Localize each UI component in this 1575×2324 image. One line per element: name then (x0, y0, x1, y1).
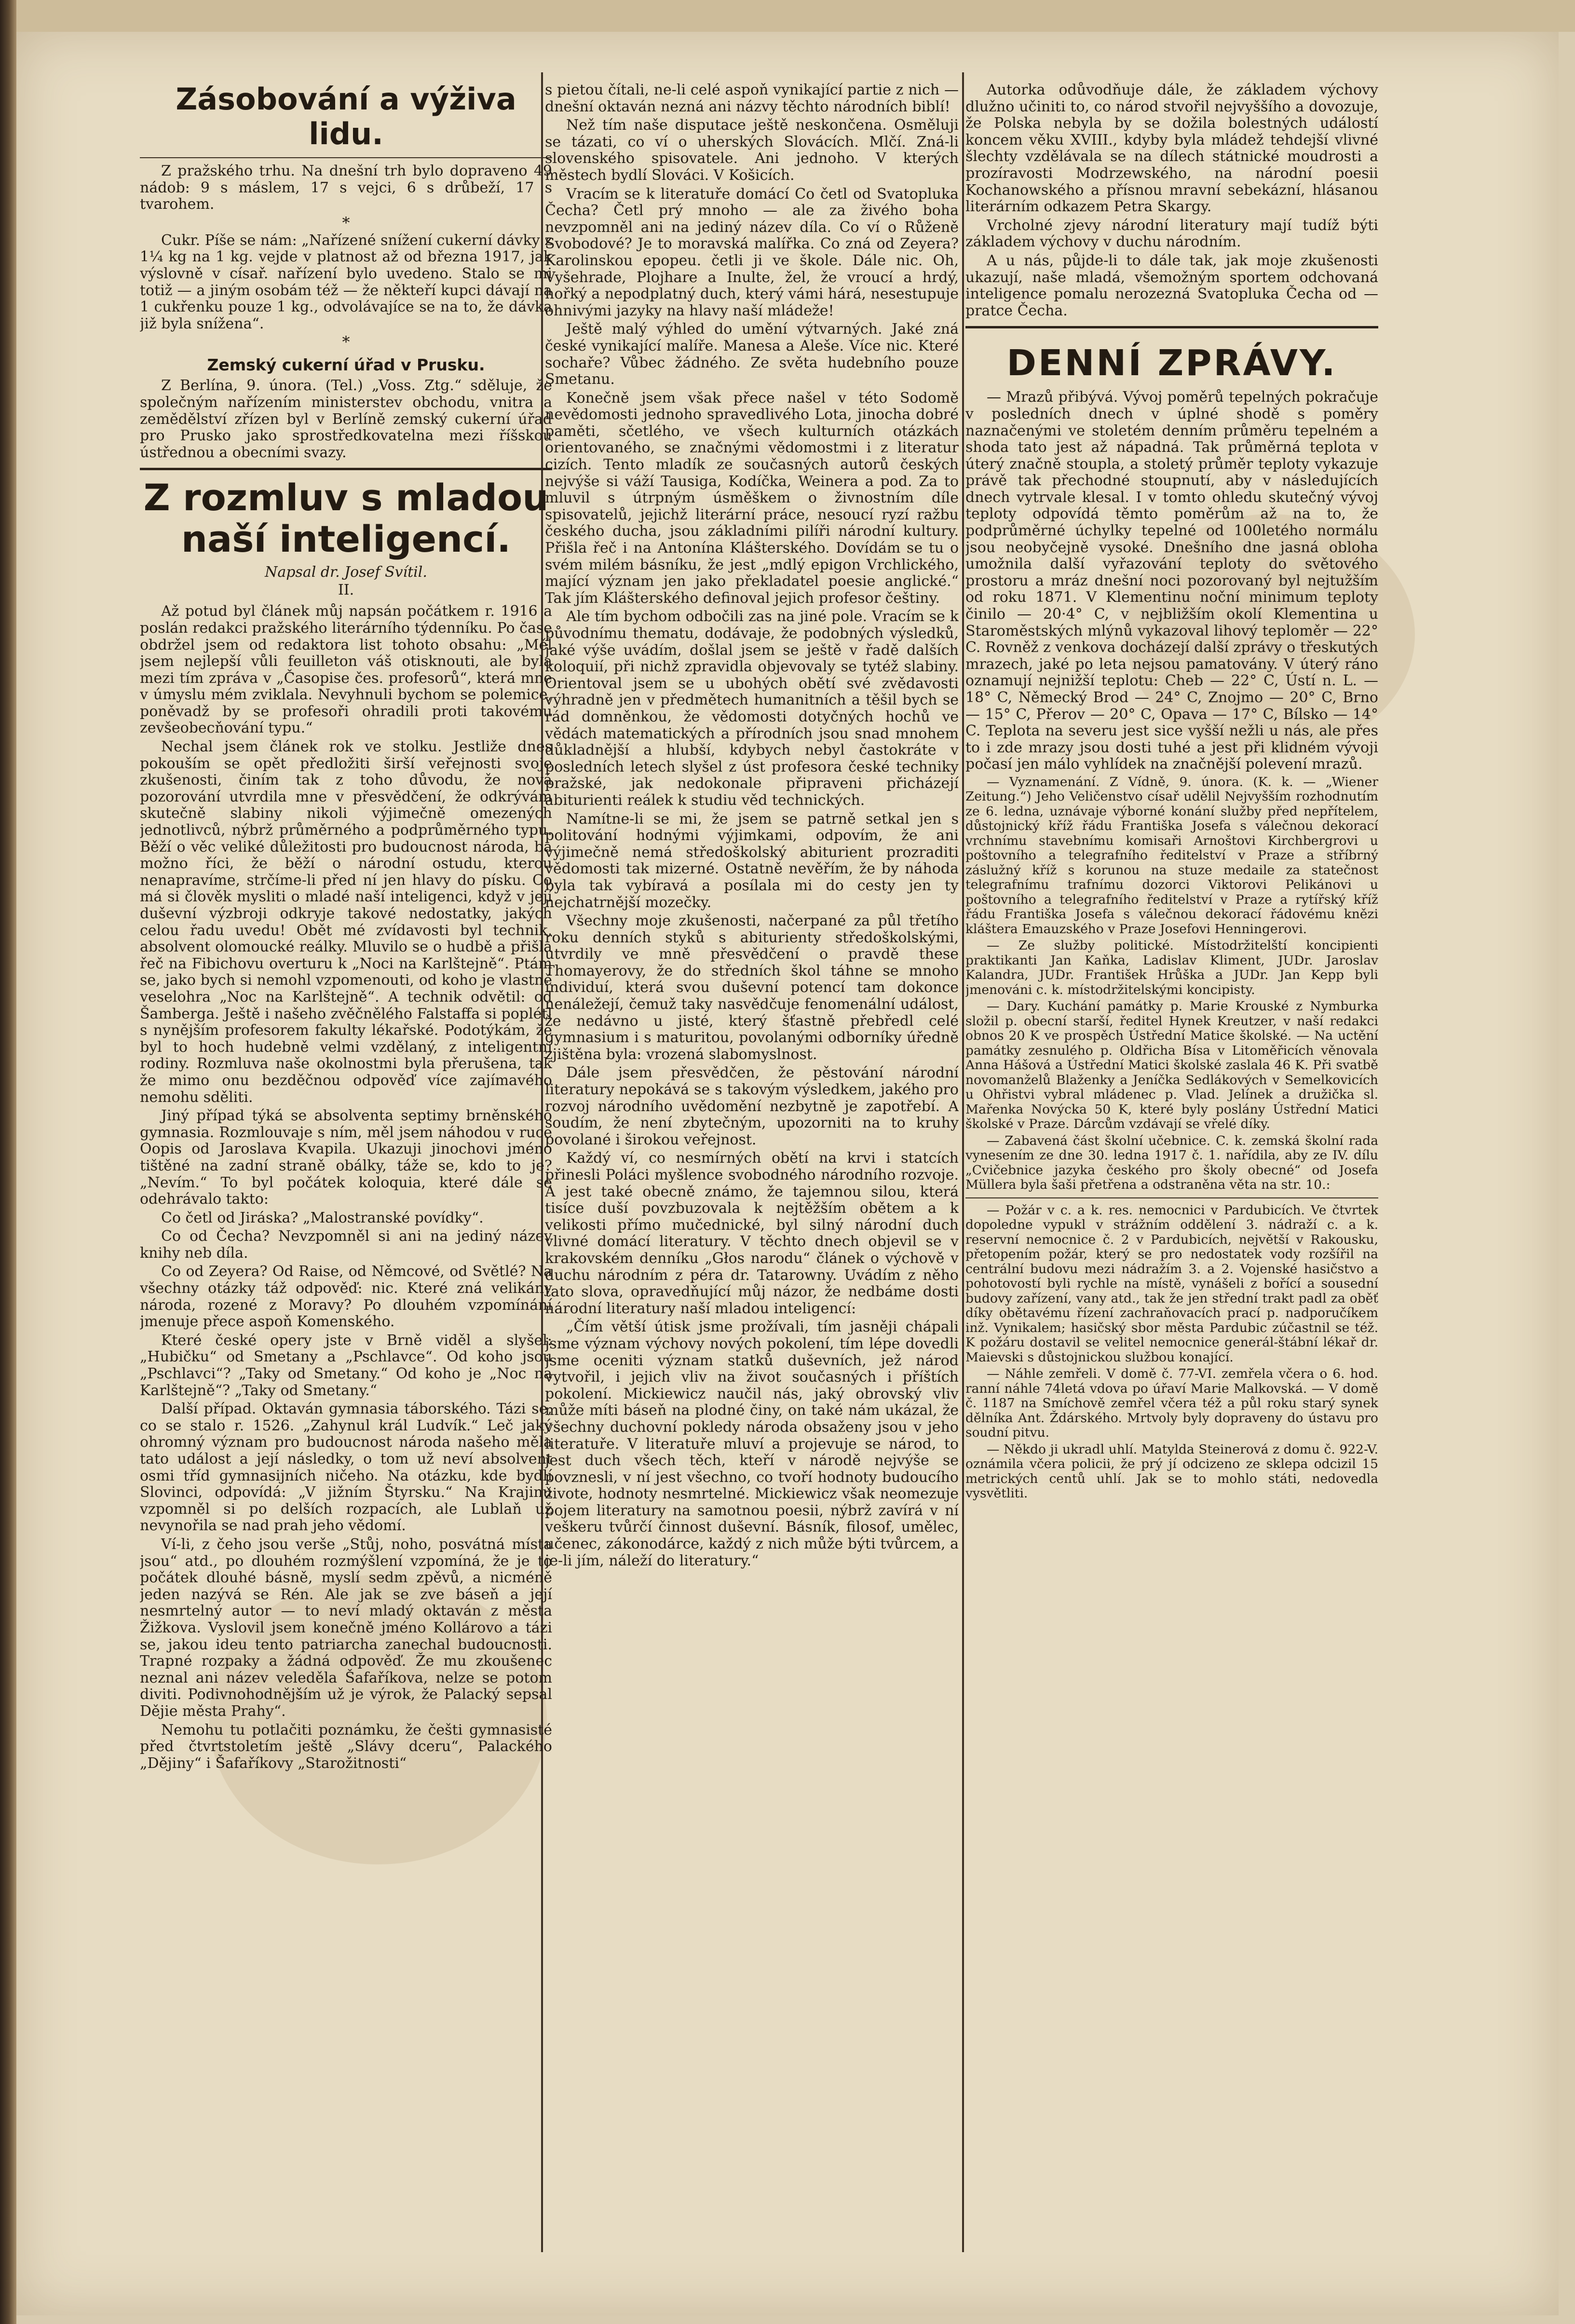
article-part-number: II. (338, 582, 354, 599)
divider (140, 157, 552, 158)
subheading-sugar-office: Zemský cukerní úřad v Prusku. (207, 355, 485, 375)
column-1 (140, 82, 552, 2233)
section-heading-supply: Zásobování a výživa lidu. (176, 82, 516, 151)
news-item-fire: — Požár v c. a k. res. nemocnici v Pardubicích. Ve čtvrtek dopoledne vypukl v strážním oddělení 3. nádraží c. a k. reservní nemocnice č. 2 v Pardubicích, největší v Rakousku, přetopením požár, který se pro nedostatek vody rozšířil na centrální budovu mezi nádražím 3. a 2. Vojenské hasičstvo a pohotovostí byli rychle na místě, vynášeli z bořící a sousední budovy zařízení, vany atd., tak že jen střední trakt padl za oběť díky obětavému řízení zachraňovacích prací p. nadporučíkem inž. Vynikalem; hasičský sbor města Pardubic zúčastnil se též. K požáru dostavil se velitel nemocnice generál-štábní lékař dr. Maievski s důstojnickou službou konající. (965, 1202, 1378, 1365)
article-paragraph: Ví-li, z čeho jsou verše „Stůj, noho, posvátná místa jsou“ atd., po dlouhém rozmýšlení vzpomíná, že je to počátek dlouhé básně, myslí sedm zpěvů, a nicméně jeden nazývá se Rén. Ale jak se zve báseň a její nesmrtelný autor — to neví mladý oktaván z města Žižkova. Vyslovil jsem konečně jméno Kollárovo a tázi se, jakou ideu tento patriarcha zanechal budoucnosti. Trapné rozpaky a žádná odpověď. Že mu zkoušenec neznal ani název veleděla Šafaříkova, nelze se potom diviti. Podivnohodnějším už je výrok, že Palacký sepsal Dějie města Prahy“. (140, 1536, 552, 1720)
section-heading-daily-news: DENNÍ ZPRÁVY. (1006, 342, 1337, 384)
article-paragraph: Další případ. Oktaván gymnasia táborského. Tázi se, co se stalo r. 1526. „Zahynul král Ludvík.“ Leč jaký ohromný význam pro budoucnost národa našeho měla tato událost a její následky, o tom už neví absolvent osmi tříd gymnasijních ničeho. Na otázku, kde bydlí Slovinci, odpovídá: „V jižním Štyrsku.“ Na Krajinu vzpomněl si po delších rozpacích, ale Lublaň už nevynořila se nad prah jeho vědomí. (140, 1400, 552, 1535)
star-separator: * (342, 213, 350, 232)
news-item-frost: — Mrazů přibývá. Vývoj poměrů tepelných pokračuje v posledních dnech v úplné shodě s poměry naznačenými ve stoletém denním průměru tepelném a shoda tato jest až nápadná. Tak průměrná teplota v úterý značně stoupla, a stoletý průměr teploty vykazuje právě tak přechodné stoupnutí, aby v následujících dnech vytrvale klesal. I v tomto ohledu skutečný vývoj teploty odpovídá těmto poměrům až na to, že podprůměrné úchylky tepelné od 100letého normálu jsou neobyčejně vysoké. Dnešního dne jasná obloha umožnila další vyřazování teploty do světového prostoru a mráz dnešní noci pozorovaný byl nejtužším od roku 1871. V Klementinu noční minimum teploty činilo — 20·4° C, v nejbližším okolí Klementina u Staroměstských mlýnů vykazoval lihový teploměr — 22° C. Rovněž z venkova docházejí další zprávy o třeskutých mrazech, jaké po leta nejsou pamatovány. V úterý ráno oznamují nejnižší teplotu: Cheb — 22° C, Ústí n. L. — 18° C, Německý Brod — 24° C, Znojmo — 20° C, Brno — 15° C, Přerov — 20° C, Opava — 17° C, Bílsko — 14° C. Teplota na severu jest sice vyšší nežli u nás, ale přes to i zde mrazy jsou dosti tuhé a jest při klidném vývoji počasí jen málo vyhlídek na značnější polevení mrazů. (965, 389, 1378, 773)
article-paragraph: Vracím se k literatuře domácí Co četl od Svatopluka Čecha? Četl prý mnoho — ale za živého boha nevzpomněl ani na jediný název díla. Co ví o Růženě Svobodové? Je to moravská malířka. Co zná od Zeyera? Karolinskou epopeu. četli ji ve škole. Dále nic. Oh, Vyšehrade, Plojhare a Inulte, žel, že vroucí a hrdý, hořký a nepodplatný duch, který vámi hárá, nesestupuje ohnivými jazyky na hlavy naší mládeže! (545, 185, 959, 319)
news-item-textbook: — Zabavená část školní učebnice. C. k. zemská školní rada vynesením ze dne 30. ledna 1917 č. 1. nařídila, aby ze IV. dílu „Cvičebnice jazyka českého pro školy obecné“ od Josefa Müllera byla šaši přetřena a odstraněna věta na str. 10.: (965, 1133, 1378, 1193)
news-item-sugar-office: Z Berlína, 9. února. (Tel.) „Voss. Ztg.“ sděluje, že společným nařízením ministerstev obchodu, vnitra a zemědělství zřízen byl v Berlíně zemský cukerní úřad pro Prusko jako sprostředkovatelna mezi říšskou ústřednou a obecními svazy. (140, 377, 552, 461)
divider (965, 326, 1378, 328)
news-item-coal-theft: — Někdo ji ukradl uhlí. Matylda Steinerová z domu č. 922-V. oznámila včera policii, že prý jí odcizeno ze sklepa odcizil 15 metrických centů uhlí. Jak se to mohlo státi, nedovedla vysvětliti. (965, 1441, 1378, 1501)
divider (140, 468, 552, 470)
top-margin (16, 0, 1575, 32)
news-item-donations: — Dary. Kuchání památky p. Marie Krouské z Nymburka složil p. obecní starší, ředitel Hynek Kreutzer, v naší redakci obnos 20 K ve prospěch Ústřední Matice školské. — Na uctění památky zesnulého p. Oldřicha Bísa v Litoměřicích věnovala Anna Hášová a Ústřední Matici školské zaslala 46 K. Při svatbě novomanželů Blaženky a Jeníčka Sedlákových v Semelkovicích u Ohřistvi vybral mládenec p. Vlad. Jelínek a družička sl. Mařenka Novýcka 50 K, které byly poslány Ústřední Matici školské v Praze. Dárcům vzdávají se vřelé díky. (965, 999, 1378, 1132)
column-2 (545, 82, 959, 2233)
article-paragraph: Namítne-li se mi, že jsem se patrně setkal jen s politování hodnými výjimkami, odpovím, že ani výjimečně nemá středoškolský abiturient prozraditi vědomosti tak mizerné. Ostatně nevěřím, že by náhoda byla tak vybíravá a posílala mi do cesty jen ty nejchatrnější mozečky. (545, 810, 959, 911)
news-item-honors: — Vyznamenání. Z Vídně, 9. února. (K. k. — „Wiener Zeitung.“) Jeho Veličenstvo císař udělil Nejvyšším rozhodnutím ze 6. ledna, uznávaje výborné konání služby před nepřítelem, důstojnický kříž řádu Františka Josefa s válečnou dekorací vrchnímu stavebnímu komisaři Arnoštovi Kirchbergrovi u poštovního a telegrafního ředitelství v Praze a stříbrný záslužný kříž s korunou na stuze medaile za statečnost telegrafnímu trafnímu dozorci Viktorovi Pelikánovi u poštovního a telegrafního ředitelství v Praze a rytířský kříž řádu Františka Josefa s válečnou dekorací řádovému knězi kláštera Emauzského v Praze Josefovi Henningerovi. (965, 774, 1378, 937)
article-paragraph: Všechny moje zkušenosti, načerpané za půl třetího roku denních styků s abiturienty středoškolskými, utvrdily ve mně přesvědčení o pravdě these Thomayerovy, že do středních škol táhne se mnoho individuí, která svou duševní potencí tam dokonce nenáležejí, čemuž taky nasvědčuje fenomenální událost, že nedávno u jisté, který šťastně přebředl celé gymnasium i s maturitou, povolanými odborníky úředně zjištěna byla: vrozená slabomyslnost. (545, 912, 959, 1063)
article-paragraph: Nechal jsem článek rok ve stolku. Jestliže dnes pokouším se opět předložiti širší veřejnosti svoje zkušenosti, činím tak z toho důvodu, že nová pozorování utvrdila mne v přesvědčení, že odkrývám skutečně slabiny nikoli výjimečně omezených jednotlivců, nýbrž průměrného a podprůměrného typu. Běží o věc veliké důležitosti pro budoucnost národa, ba možno říci, že běží o národní ostudu, kterou nenapravíme, strčíme-li před ní jen hlavy do písku. Co má si člověk mysliti o mladé naší inteligenci, když v její duševní výzbroji odkryje takové nedostatky, jakých celou řadu uvedu! Obět mé zvídavosti byl technik, absolvent olomoucké reálky. Mluvilo se o hudbě a přišla řeč na Fibichovu overturu k „Noci na Karlštejně“. Ptám se, jako bych si nemohl vzpomenouti, od koho je vlastně veselohra „Noc na Karlštejně“. A technik odvětil: od Šamberga. Ještě i našeho zvěčnělého Falstaffa si poplétl s nynějším profesorem fakulty lékařské. Podotýkám, že byl to hoch hudebně velmi vzdělaný, z inteligentní rodiny. Rozmluva naše okolnostmi byla přerušena, tak že mimo onu bezděčnou odpověď více zajímavého nemohu sděliti. (140, 738, 552, 1106)
article-byline: Napsal dr. Josef Svítil. (265, 564, 427, 581)
article-paragraph: Co četl od Jiráska? „Malostranské povídky“. (161, 1209, 484, 1226)
article-paragraph: Co od Čecha? Nevzpomněl si ani na jediný název knihy neb díla. (140, 1228, 552, 1262)
article-paragraph: Nemohu tu potlačiti poznámku, že češti gymnasisté před čtvrtstoletím ještě „Slávy dceru“, Palackého „Dějiny“ i Šafaříkovy „Starožitnosti“ (140, 1721, 552, 1772)
news-item-sudden-deaths: — Náhle zemřeli. V domě č. 77-VI. zemřela včera o 6. hod. ranní náhle 74letá vdova po úřaví Marie Malkovská. — V domě č. 1187 na Smíchově zemřel včera též a půl roku starý synek dělníka Ant. Ždárského. Mrtvoly byly dopraveny do ústavu pro soudní pitvu. (965, 1366, 1378, 1441)
column-3 (965, 82, 1378, 2252)
article-paragraph: s pietou čítali, ne-li celé aspoň vynikající partie z nich — dnešní oktaván nezná ani názvy těchto národních biblí! (545, 82, 959, 115)
binding-edge (0, 0, 16, 2324)
news-item-market: Z pražského trhu. Na dnešní trh bylo dopraveno 49 nádob: 9 s máslem, 17 s vejci, 6 s drůbeží, 17 s tvarohem. (140, 163, 552, 213)
article-paragraph: Jiný případ týká se absolventa septimy brněnského gymnasia. Rozmlouvaje s ním, měl jsem náhodou v ruce Oopis od Jaroslava Kvapila. Ukazuji jinochovi jméno tištěné na zadní straně obálky, táže se, kdo to je? „Nevím.“ To byl počátek koloquia, které dále se odehrávalo takto: (140, 1107, 552, 1208)
article-title: Z rozmluv s mladou naší inteligencí. (143, 476, 549, 561)
article-paragraph: Které české opery jste v Brně viděl a slyšel: „Hubičku“ od Smetany a „Pschlavce“. Od koho jsou „Pschlavci“? „Taky od Smetany.“ Od koho je „Noc na Karlštejně“? „Taky od Smetany.“ (140, 1332, 552, 1399)
divider (965, 1197, 1378, 1198)
article-paragraph: Až potud byl článek můj napsán počátkem r. 1916 a poslán redakci pražského literárního týdenníku. Po čase obdržel jsem od redaktora list tohoto obsahu: „Měl jsem nejlepší vůli feuilleton váš otisknouti, ale byla mezi tím zpráva v „Časopise čes. profesorů“, která mne v úmyslu mém zviklala. Nevyhnuli bychom se polemice, poněvadž by se profesoři ohradili proti takovému zevšeobecňování typu.“ (140, 603, 552, 737)
article-paragraph: Vrcholné zjevy národní literatury mají tudíž býti základem výchovy v duchu národním. (965, 217, 1378, 251)
article-paragraph: Ale tím bychom odbočili zas na jiné pole. Vracím se k původnímu thematu, dodávaje, že podobných výsledků, jaké výše uvádím, došlal jsem se ještě v řadě dalších koloquií, při nichž zpravidla objevovaly se tytéž slabiny. Orientoval jsem se u ubohých obětí své zvědavosti výhradně jen v předmětech humanitních a těšil bych se rád domněnkou, že vědomosti dotyčných hochů ve vědách matematických a přírodních jsou snad mnohem důkladnější a hlubší, kdybych nebyl častokráte v posledních letech slyšel z úst profesora české techniky pražské, jak nedokonale připraveni přicházejí abiturienti reálek k studiu věd technických. (545, 608, 959, 809)
article-paragraph: „Čím větší útisk jsme prožívali, tím jasněji chápali jsme význam výchovy nových pokolení, tím lépe dovedli jsme oceniti význam statků duševních, jež národ vytvořil, i jejich vliv na život současných i příštích pokolení. Mickiewicz naučil nás, jaký obrovský vliv může míti báseň na plodné činy, on také nám ukázal, že všechny duchovní pokledy národa obsaženy jsou v jeho literatuře. V literatuře mluví a projevuje se národ, to jest duch všech těch, kteří v národě nejvýše se povznesli, v ní jest všechno, co tvoří hodnoty budoucího živote, hodnoty nesmrtelné. Mickiewicz však neomezuje pojem literatury na samotnou poesii, nýbrž zavírá v ní veškeru tvůrčí činnost duševní. Básník, filosof, umělec, učenec, zákonodárce, každý z nich může býti tvůrcem, a je-li jím, náleží do literatury.“ (545, 1318, 959, 1569)
article-paragraph: Každý ví, co nesmírných obětí na krvi i statcích přinesli Poláci myšlence svobodného národního rozvoje. A jest také obecně známo, že tajemnou silou, která tisíce duší povzbuzovala k nejtěžším obětem a k velikosti přímo mučednické, byl silný národní duch vlivné domácí literatury. V těchto dnech objevil se v krakovském denníku „Głos narodu“ článek o výchově v duchu národním z péra dr. Tatarowny. Uvádím z něho tato slova, opravedňující můj názor, že nedbáme dosti národní literatury naší mladou inteligencí: (545, 1150, 959, 1317)
star-separator: * (342, 333, 350, 352)
column-rule (962, 72, 964, 2252)
article-paragraph: Než tím naše disputace ještě neskončena. Osměluji se tázati, co ví o uherských Slovácích. Mlčí. Zná-li slovenského spisovatele. Ani jednoho. V kterých městech bydlí Slováci. V Košicích. (545, 117, 959, 184)
article-paragraph: Ještě malý výhled do umění výtvarných. Jaké zná české vynikající malíře. Manesa a Aleše. Více nic. Které sochaře? Vůbec žádného. Ze světa hudebního pouze Smetanu. (545, 321, 959, 388)
article-paragraph: A u nás, půjde-li to dále tak, jak moje zkušenosti ukazují, naše mladá, všemožným sportem odchovaná inteligence pomalu nerozezná Svatopluka Čecha od — pratce Čecha. (965, 252, 1378, 319)
article-paragraph: Dále jsem přesvědčen, že pěstování národní literatury nepokává se s takovým výsledkem, jakého pro rozvoj národního uvědomění nezbytně je zapotřebí. A soudím, že není zbytečným, upozorniti na to kruhy povolané i širokou veřejnost. (545, 1064, 959, 1148)
news-item-sugar: Cukr. Píše se nám: „Nařízené snížení cukerní dávky z 1¼ kg na 1 kg. vejde v platnost až od března 1917, jak výslovně v císař. nařízení bylo uvedeno. Stalo se mi totiž — a jiným osobám též — že někteří kupci dávají na 1 cukřenku pouze 1 kg., odvolávajíce se na to, že dávka již byla snížena“. (140, 231, 552, 332)
article-paragraph: Co od Zeyera? Od Raise, od Němcové, od Světlé? Na všechny otázky táž odpověď: nic. Které zná velikány národa, rozené z Moravy? Po dlouhém vzpomínání jmenuje přece aspoň Komenského. (140, 1263, 552, 1331)
article-paragraph: Konečně jsem však přece našel v této Sodomě nevědomosti jednoho spravedlivého Lota, jinocha dobré paměti, sčetlého, ve všech kulturních otázkách orientovaného, se značnými vědomostmi i z literatur cizích. Tento mladík ze současných autorů českých nejvýše si váží Tausiga, Kodíčka, Weinera a pod. Za to mluvil s útrpným úsměškem o živnostním díle spisovatelů, jejichž literární práce, nesoucí ryzí ražbu českého ducha, jsou základními pilíři národní kultury. Přišla řeč i na Antonína Klášterského. Dovídám se tu o svém milém básníku, že jest „mdlý epigon Vrchlického, mající význam jen jako překladatel poesie anglické.“ Tak jím Klášterského definoval jejich profesor češtiny. (545, 389, 959, 607)
article-paragraph: Autorka odůvodňuje dále, že základem výchovy dlužno učiniti to, co národ stvořil nejvyššího a dovozuje, že Polska nebyla by se dožila bolestných událostí koncem věku XVIII., kdyby byla mládež tehdejší vlivné šlechty vzdělávala se na dílech státnické moudrosti a prozíravosti Modrzewského, na národní poesii Kochanowského a přísnou mravní sebekázní, hlásanou literárním odkazem Petra Skargy. (965, 82, 1378, 216)
news-item-political-service: — Ze služby politické. Místodržitelští koncipienti praktikanti Jan Kaňka, Ladislav Kliment, JUDr. Jaroslav Kalandra, JUDr. František Hrůška a JUDr. Jan Kepp byli jmenováni c. k. místodržitelskými koncipisty. (965, 938, 1378, 997)
